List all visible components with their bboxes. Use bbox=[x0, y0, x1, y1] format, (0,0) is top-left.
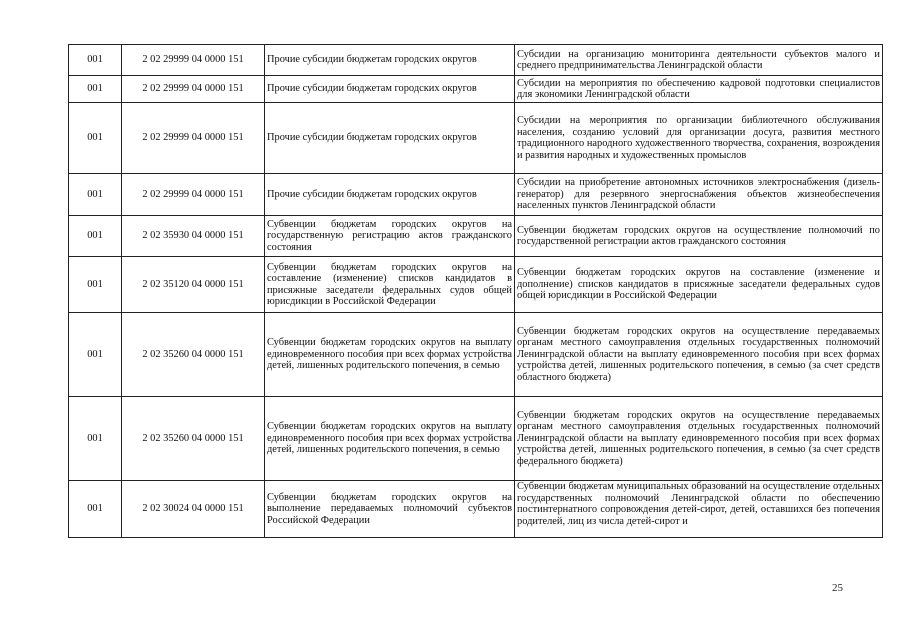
budget-classification-code-cell: 2 02 29999 04 0000 151 bbox=[122, 76, 265, 103]
revenue-description-text: Субсидии на организацию мониторинга деятельности субъектов малого и среднего предпринимательства Ленинградской области bbox=[517, 48, 880, 71]
table-row bbox=[69, 216, 883, 257]
admin-code-cell: 001 bbox=[69, 76, 122, 103]
revenue-description-cell bbox=[515, 216, 883, 257]
revenue-name-cell bbox=[265, 76, 515, 103]
table-row bbox=[69, 481, 883, 538]
revenue-name-cell bbox=[265, 313, 515, 397]
revenue-name-cell bbox=[265, 397, 515, 481]
revenue-description-cell bbox=[515, 313, 883, 397]
revenue-description-text: Субвенции бюджетам городских округов на осуществление передаваемых органам местного самоуправления отдельных государственных полномочий Ленинградской области на выплату единовременного пособия при всех формах устройства детей, лишенных родительского попечения, в семью (за счет средств федерального бюджета) bbox=[517, 409, 880, 467]
revenue-name-cell bbox=[265, 257, 515, 313]
revenue-name-text: Прочие субсидии бюджетам городских округов bbox=[267, 54, 477, 66]
budget-classification-code-cell: 2 02 35260 04 0000 151 bbox=[122, 397, 265, 481]
revenue-name-cell bbox=[265, 174, 515, 216]
revenue-description-text: Субвенции бюджетам городских округов на составление (изменение и дополнение) списков кандидатов в присяжные заседатели федеральных судов общей юрисдикции в Российской Федерации bbox=[517, 267, 880, 302]
revenue-name-text: Прочие субсидии бюджетам городских округов bbox=[267, 132, 477, 144]
table-row bbox=[69, 76, 883, 103]
admin-code-cell: 001 bbox=[69, 481, 122, 538]
budget-classification-code-cell: 2 02 35120 04 0000 151 bbox=[122, 257, 265, 313]
admin-code-cell: 001 bbox=[69, 45, 122, 76]
revenue-name-text: Субвенции бюджетам городских округов на государственную регистрацию актов гражданского состояния bbox=[267, 218, 512, 253]
revenue-name-text: Субвенции бюджетам городских округов на составление (изменение) списков кандидатов в присяжные заседатели федеральных судов общей юрисдикции в Российской Федерации bbox=[267, 261, 512, 307]
revenue-description-text: Субвенции бюджетам городских округов на осуществление полномочий по государственной регистрации актов гражданского состояния bbox=[517, 224, 880, 247]
budget-classification-code-cell: 2 02 30024 04 0000 151 bbox=[122, 481, 265, 538]
budget-classification-code-cell: 2 02 35930 04 0000 151 bbox=[122, 216, 265, 257]
revenue-name-text: Прочие субсидии бюджетам городских округов bbox=[267, 83, 477, 95]
revenue-name-cell bbox=[265, 481, 515, 538]
budget-classification-code-cell: 2 02 29999 04 0000 151 bbox=[122, 174, 265, 216]
admin-code-cell: 001 bbox=[69, 103, 122, 174]
revenue-name-cell bbox=[265, 216, 515, 257]
table-row bbox=[69, 257, 883, 313]
budget-classification-code-cell: 2 02 29999 04 0000 151 bbox=[122, 45, 265, 76]
revenue-description-cell bbox=[515, 76, 883, 103]
revenue-description-cell bbox=[515, 257, 883, 313]
revenue-name-cell bbox=[265, 45, 515, 76]
admin-code-cell: 001 bbox=[69, 397, 122, 481]
table-row bbox=[69, 397, 883, 481]
revenue-description-text: Субсидии на мероприятия по обеспечению кадровой подготовки специалистов для экономики Ленинградской области bbox=[517, 77, 880, 100]
table-row bbox=[69, 103, 883, 174]
revenue-name-text: Субвенции бюджетам городских округов на выплату единовременного пособия при всех формах устройства детей, лишенных родительского попечения, в семью bbox=[267, 421, 512, 456]
revenue-description-text: Субсидии на мероприятия по организации библиотечного обслуживания населения, созданию условий для организации досуга, развития местного традиционного народного художественного творчества, сохранения, возрождения и развития народных и художественных промыслов bbox=[517, 115, 880, 161]
budget-classification-code-cell: 2 02 29999 04 0000 151 bbox=[122, 103, 265, 174]
budget-classification-code-cell: 2 02 35260 04 0000 151 bbox=[122, 313, 265, 397]
revenue-description-cell bbox=[515, 103, 883, 174]
revenue-name-text: Прочие субсидии бюджетам городских округов bbox=[267, 188, 477, 200]
revenue-name-cell bbox=[265, 103, 515, 174]
budget-revenue-table bbox=[68, 44, 883, 538]
page-number: 25 bbox=[832, 582, 843, 594]
revenue-name-text: Субвенции бюджетам городских округов на выполнение передаваемых полномочий субъектов Российской Федерации bbox=[267, 491, 512, 526]
table-row bbox=[69, 313, 883, 397]
admin-code-cell: 001 bbox=[69, 174, 122, 216]
admin-code-cell: 001 bbox=[69, 313, 122, 397]
revenue-description-cell bbox=[515, 174, 883, 216]
revenue-description-text: Субвенции бюджетам муниципальных образований на осуществление отдельных государственных полномочий Ленинградской области по обеспечению постинтернатного сопровождения детей-сирот, детей, оставшихся без попечения родителей, лиц из числа детей-сирот и bbox=[517, 481, 880, 527]
revenue-name-text: Субвенции бюджетам городских округов на выплату единовременного пособия при всех формах устройства детей, лишенных родительского попечения, в семью bbox=[267, 337, 512, 372]
admin-code-cell: 001 bbox=[69, 216, 122, 257]
revenue-description-text: Субвенции бюджетам городских округов на осуществление передаваемых органам местного самоуправления отдельных государственных полномочий Ленинградской области на выплату единовременного пособия при всех формах устройства детей, лишенных родительского попечения, в семью (за счет средств областного бюджета) bbox=[517, 325, 880, 383]
table-row bbox=[69, 174, 883, 216]
admin-code-cell: 001 bbox=[69, 257, 122, 313]
revenue-description-cell bbox=[515, 481, 883, 538]
revenue-description-cell bbox=[515, 397, 883, 481]
table-row bbox=[69, 45, 883, 76]
revenue-description-cell bbox=[515, 45, 883, 76]
revenue-description-text: Субсидии на приобретение автономных источников электроснабжения (дизель-генератор) для резервного энергоснабжения объектов жизнеобеспечения населенных пунктов Ленинградской области bbox=[517, 177, 880, 212]
